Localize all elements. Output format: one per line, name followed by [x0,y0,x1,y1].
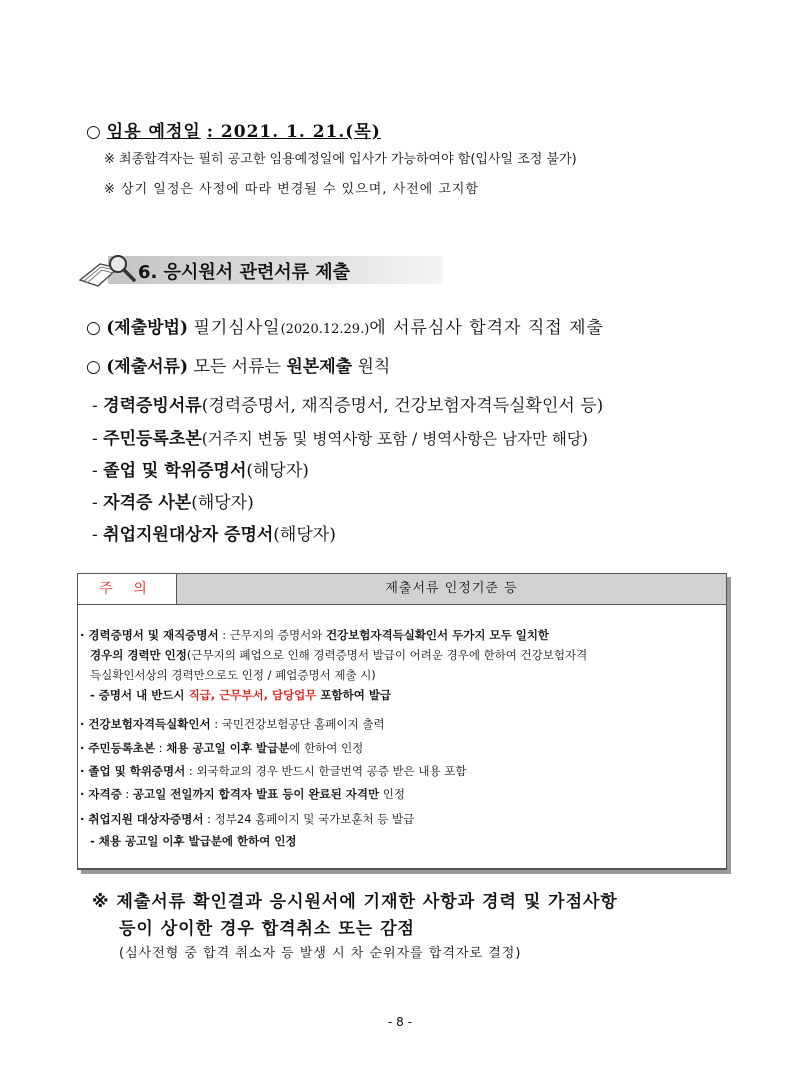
submit-docs-line [86,352,390,377]
caution-line-text: : 근무지의 증명서와 [218,628,326,642]
caution-line-text: - 증명서 내 반드시 [90,688,189,702]
caution-line-bold: · 경력증명서 및 재직증명서 [80,628,219,642]
caution-line-bold: · 취업지원 대상자증명서 [80,812,204,826]
circle-bullet: ○ [86,122,101,142]
submit-docs-original: 원본제출 [286,357,353,377]
submit-docs-principle: 원칙 [357,357,391,377]
caution-line [80,627,549,643]
submit-method-date: (2020.12.29.) [280,322,370,337]
caution-line-bold: 경우의 경력만 인정 [90,648,187,662]
caution-line-bold: · 졸업 및 학위증명서 [80,764,186,778]
caution-line-bold: · 주민등록초본 [80,741,156,755]
caution-line-text: : 정부24 홈페이지 및 국가보훈처 등 발급 [203,812,415,826]
list-item-detail: (경력증명서, 재직증명서, 건강보험자격득실확인서 등) [201,396,604,416]
caution-line-text: : [155,741,167,755]
warning-line-3: (심사전형 중 합격 취소자 등 발생 시 차 순위자를 합격자로 결정) [119,946,522,961]
list-item [92,391,603,416]
caution-line [80,716,385,732]
caution-title: 제출서류 인정기준 등 [177,574,726,605]
caution-line-text: : 외국학교의 경우 반드시 한글번역 공증 받은 내용 포함 [185,764,467,778]
list-item-title: 경력증빙서류 [103,396,202,416]
caution-line-bold: 건강보험자격득실확인서 두가지 모두 일치한 [325,628,550,642]
caution-line-bold: · 자격증 [80,787,122,801]
caution-tag: 주 의 [78,574,177,605]
list-item [92,488,254,513]
caution-line [80,811,414,827]
circle-bullet: ○ [86,357,101,377]
appointment-date: : 2021. 1. 21.(목) [206,122,381,142]
section-title: 6. 응시원서 관련서류 제출 [138,262,351,283]
warning-line-2: 등이 상이한 경우 합격취소 또는 감점 [119,919,415,939]
submit-method-label: (제출방법) [106,318,189,338]
caution-line-bold: 공고일 전일까지 합격자 발표 등이 완료된 자격만 [132,787,380,801]
magnifier-on-book-icon [78,250,142,288]
caution-line [80,786,405,802]
caution-line [80,740,363,756]
caution-line-text: 포함하여 발급 [316,688,392,702]
caution-line-bold: 채용 공고일 이후 발급분 [166,741,290,755]
caution-line-highlight: 직급, 근무부서, 담당업무 [188,688,317,702]
submit-method-text: 필기심사일 [193,318,281,338]
list-item-detail: (해당자) [191,493,254,513]
dash: - [92,429,98,449]
list-item-detail: (해당자) [273,525,336,545]
list-item-title: 자격증 사본 [103,493,192,513]
appointment-label: 임용 예정일 [106,122,201,142]
dash: - [92,525,98,545]
caution-line: - 채용 공고일 이후 발급분에 한하여 인정 [90,834,297,848]
caution-line [80,763,466,779]
appointment-date-line [86,117,381,142]
list-item-detail: (거주지 변동 및 병역사항 포함 / 병역사항은 남자만 해당) [201,430,588,448]
dash: - [92,461,98,481]
caution-box [77,573,727,870]
caution-line: 득실확인서상의 경력만으로도 인정 / 폐업증명서 제출 시) [90,668,376,682]
submit-method-text-rest: 에 서류심사 합격자 직접 제출 [369,318,604,338]
list-item [92,520,336,545]
caution-body [78,605,726,869]
caution-line-text: 인정 [379,787,405,801]
submit-method-line [86,313,604,338]
caution-line-text: (근무지의 폐업으로 인해 경력증명서 발급이 어려운 경우에 한하여 건강보험자격 [186,648,588,662]
submit-docs-text: 모든 서류는 [193,357,281,377]
list-item-title: 졸업 및 학위증명서 [103,461,247,481]
submit-docs-label: (제출서류) [106,357,189,377]
list-item-detail: (해당자) [246,461,309,481]
caution-line [90,647,587,663]
dash: - [92,493,98,513]
list-item [92,456,309,481]
caution-line [90,687,391,703]
list-item-title: 주민등록초본 [103,429,202,449]
caution-line-text: : 국민건강보험공단 홈페이지 출력 [210,717,385,731]
page-number: - 8 - [388,1015,412,1029]
list-item [92,424,588,449]
caution-line-bold: · 건강보험자격득실확인서 [80,717,211,731]
appointment-note-1: ※ 최종합격자는 필히 공고한 임용예정일에 입사가 가능하여야 함(입사일 조정 불가) [104,152,577,167]
section-header [78,250,443,288]
dash: - [92,396,98,416]
circle-bullet: ○ [86,318,101,338]
caution-line-text: : [121,787,133,801]
list-item-title: 취업지원대상자 증명서 [103,525,274,545]
appointment-note-2: ※ 상기 일정은 사정에 따라 변경될 수 있으며, 사전에 고지함 [104,182,480,197]
warning-line-1: ※ 제출서류 확인결과 응시원서에 기재한 사항과 경력 및 가점사항 [92,892,618,912]
caution-line-text: 에 한하여 인정 [289,741,364,755]
